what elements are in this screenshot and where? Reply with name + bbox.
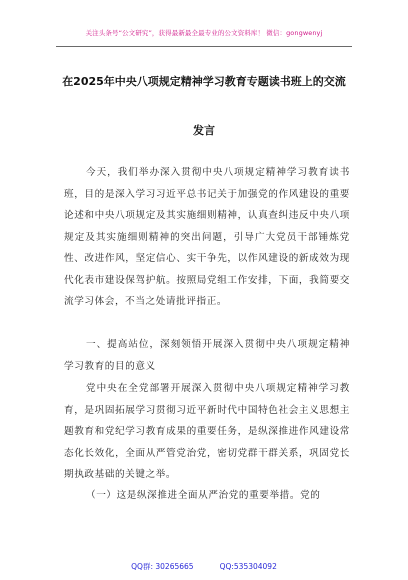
header-banner: 关注头条号“公文研究”，获得最新最全最专业的公文资料库！ 微信：gongwenyj: [85, 29, 323, 37]
header-divider: [56, 46, 352, 47]
footer-contact: [0, 561, 408, 572]
subsection-paragraph: （一）这是纵深推进全面从严治党的重要举措。党的: [86, 490, 321, 501]
document-title: 在2025年中央八项规定精神学习教育专题读书班上的交流: [62, 75, 346, 88]
footer-qq: QQ:535304092: [219, 562, 277, 571]
body-paragraph: 党中央在全党部署开展深入贯彻中央八项规定精神学习教育，是巩固拓展学习贯彻习近平新时代中国特色社会主义思想主题教育和党纪学习教育成果的重要任务，是纵深推进作风建设常态化长效化，全面从严管党治党，密切党群干群关系，巩固党长期执政基础的关键之举。: [64, 383, 350, 480]
footer-qq-group: QQ群: 30265665: [131, 562, 194, 571]
section-heading: 一、提高站位，深刻领悟开展深入贯彻中央八项规定精神学习教育的目的意义: [64, 339, 350, 372]
intro-paragraph: 今天，我们举办深入贯彻中央八项规定精神学习教育读书班，目的是深入学习习近平总书记关于加强党的作风建设的重要论述和中央八项规定及其实施细则精神，认真查纠违反中央八项规定及其实施细则精神的突出问题，引导广大党员干部锤炼党性、改进作风，坚定信心、实干争先，以作风建设的新成效为现代化表市建设保驾护航。按照局党组工作安排，下面，我简要交流学习体会，不当之处请批评指正。: [64, 167, 350, 307]
document-title-continued: 发言: [193, 124, 215, 137]
